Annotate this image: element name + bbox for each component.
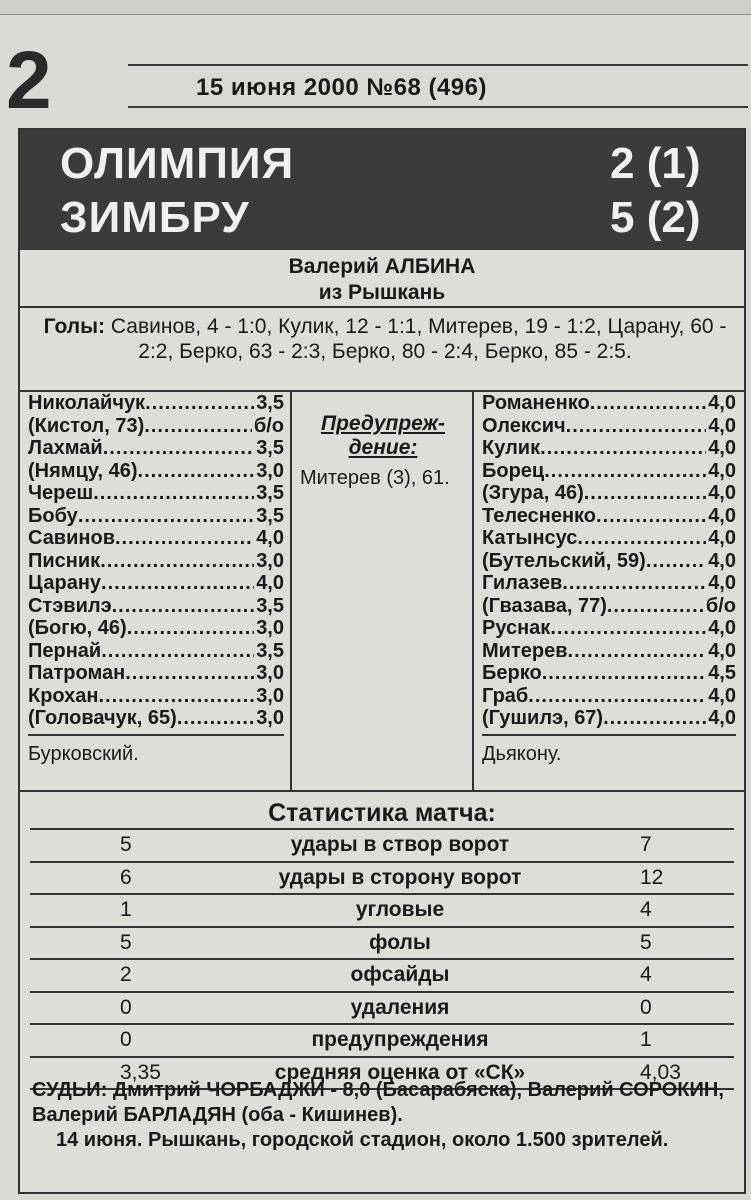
player-rating: 3,0 <box>256 684 284 707</box>
leader-dots <box>93 482 254 505</box>
player-name: Кулик <box>482 437 541 459</box>
leader-dots <box>127 617 255 640</box>
leader-dots <box>542 662 707 685</box>
home-team: ОЛИМПИЯ <box>60 139 295 188</box>
player-name: Телесненко <box>482 504 597 527</box>
stat-row <box>30 960 734 993</box>
dateline: 15 июня 2000 №68 (496) <box>196 74 487 101</box>
byline <box>20 254 744 306</box>
player-name: Бобу <box>28 504 78 527</box>
player-rating: 4,0 <box>708 549 736 572</box>
stat-home-value: 0 <box>120 995 132 1019</box>
stat-row <box>30 993 734 1026</box>
player-name: Граб <box>482 684 529 707</box>
player-row <box>28 527 284 550</box>
player-row <box>28 550 284 573</box>
player-row <box>28 572 284 595</box>
player-rating: 3,0 <box>256 662 284 684</box>
leader-dots <box>145 392 254 415</box>
warnings-text: Митерев (3), 61. <box>300 467 450 489</box>
player-name: Стэвилэ <box>28 594 112 617</box>
player-rating: 3,0 <box>256 459 284 482</box>
player-rating: 4,0 <box>708 707 736 729</box>
page-top-strip <box>0 0 751 15</box>
player-name: Савинов <box>28 527 115 549</box>
player-name: (Кистол, 73) <box>28 414 145 437</box>
player-name: (Богю, 46) <box>28 617 127 639</box>
stat-home-value: 1 <box>120 898 132 921</box>
stat-away-value: 4,03 <box>640 1060 681 1084</box>
leader-dots <box>540 437 706 460</box>
player-rating: 4,0 <box>708 482 736 504</box>
player-name: Гилазев <box>482 572 563 594</box>
player-rating: 4,0 <box>256 572 284 594</box>
player-row <box>482 572 736 595</box>
stats-table <box>30 828 734 1090</box>
player-name: Царану <box>28 572 102 594</box>
player-name: Писник <box>28 549 101 572</box>
goals-label: Голы: <box>43 315 106 338</box>
leader-dots <box>566 415 707 438</box>
stat-label: средняя оценка от «СК» <box>274 1060 526 1084</box>
player-name: (Головачук, 65) <box>28 707 177 729</box>
leader-dots <box>144 415 252 438</box>
player-row <box>28 460 284 483</box>
player-row <box>28 685 284 708</box>
stat-label: угловые <box>355 898 445 921</box>
stat-home-value: 3,35 <box>120 1060 161 1084</box>
leader-dots <box>125 662 254 685</box>
stat-label: фолы <box>369 930 431 954</box>
player-rating: 3,0 <box>256 549 284 572</box>
stat-label: предупреждения <box>311 1028 489 1051</box>
away-team: ЗИМБРУ <box>60 193 250 242</box>
player-rating: 3,0 <box>256 707 284 729</box>
player-name: Крохан <box>28 684 99 707</box>
goals-line <box>32 314 738 364</box>
player-rating: 4,0 <box>708 414 736 437</box>
leader-dots <box>562 572 706 595</box>
player-rating: 4,0 <box>708 617 736 639</box>
stat-label: удары в сторону ворот <box>278 865 522 889</box>
leader-dots <box>584 482 706 505</box>
player-rating: 4,0 <box>708 459 736 482</box>
player-name: Олексич <box>482 414 566 437</box>
player-row <box>28 662 284 685</box>
player-name: Катынсус <box>482 527 578 549</box>
author-origin: из Рышкань <box>318 281 446 304</box>
stat-away-value: 5 <box>640 930 652 954</box>
leader-dots <box>115 527 254 550</box>
stat-away-value: 0 <box>640 995 652 1019</box>
player-name: (Гвазава, 77) <box>482 594 607 617</box>
warnings-title: Предупреж-дение: <box>320 412 446 459</box>
referees: СУДЬИ: Дмитрий ЧОРБАДЖИ - 8,0 (Басарабяска), Валерий СОРОКИН, Валерий БАРЛАДЯН (оба - Кишинев). <box>32 1079 724 1126</box>
divider <box>20 790 744 792</box>
player-row <box>28 617 284 640</box>
player-name: Романенко <box>482 392 590 414</box>
leader-dots <box>138 460 255 483</box>
leader-dots <box>603 707 706 730</box>
player-rating: 3,5 <box>256 504 284 527</box>
player-name: (Згура, 46) <box>482 482 584 504</box>
player-row <box>482 527 736 550</box>
player-row <box>482 707 736 730</box>
stat-away-value: 7 <box>640 833 652 856</box>
player-row <box>482 640 736 663</box>
goals-text: Савинов, 4 - 1:0, Кулик, 12 - 1:1, Митерев, 19 - 1:2, Царану, 60 - 2:2, Берко, 63 - 2:3, Берко, 80 - 2:4, Берко, 85 - 2:5. <box>110 315 727 363</box>
stats-title: Статистика матча: <box>268 799 496 827</box>
player-rating: 4,5 <box>708 662 736 684</box>
player-rating: 3,5 <box>256 392 284 414</box>
player-row <box>482 505 736 528</box>
stat-home-value: 5 <box>120 930 132 954</box>
player-name: Лахмай <box>28 437 103 459</box>
player-row <box>482 685 736 708</box>
player-row <box>482 415 736 438</box>
player-rating: 4,0 <box>708 527 736 549</box>
player-row <box>28 392 284 415</box>
score-header <box>20 130 744 250</box>
player-row <box>482 460 736 483</box>
stat-label: офсайды <box>350 963 450 986</box>
player-rating: 3,5 <box>256 594 284 617</box>
column-divider <box>290 392 292 790</box>
header-rule-bottom <box>128 106 748 108</box>
player-name: Череш <box>28 482 94 504</box>
stat-label: удаления <box>350 995 450 1019</box>
leader-dots <box>646 550 706 573</box>
header-rule-top <box>128 64 748 66</box>
stat-home-value: 0 <box>120 1028 132 1051</box>
player-rating: 4,0 <box>708 684 736 707</box>
player-row <box>482 437 736 460</box>
player-name: Руснак <box>482 617 551 639</box>
player-name: Борец <box>482 459 545 482</box>
stat-home-value: 2 <box>120 963 132 986</box>
stat-away-value: 12 <box>640 865 664 889</box>
leader-dots <box>568 640 707 663</box>
leader-dots <box>78 505 254 528</box>
leader-dots <box>103 437 254 460</box>
player-rating: б/о <box>253 414 284 437</box>
player-row <box>482 617 736 640</box>
leader-dots <box>112 595 255 618</box>
away-coach: Дьякону. <box>482 742 562 765</box>
leader-dots <box>596 505 706 528</box>
home-lineup-column <box>28 392 284 790</box>
stat-row <box>30 1025 734 1058</box>
player-row <box>28 707 284 730</box>
lineup-underline <box>482 734 736 736</box>
leader-dots <box>590 392 706 415</box>
away-score: 5 (2) <box>610 193 701 242</box>
player-name: Берко <box>482 662 542 684</box>
player-rating: б/о <box>705 594 736 617</box>
player-rating: 3,5 <box>256 482 284 504</box>
leader-dots <box>528 685 706 708</box>
stat-row <box>30 863 734 896</box>
home-lineup <box>28 392 284 730</box>
warnings-column <box>300 392 466 810</box>
stat-home-value: 6 <box>120 865 132 889</box>
player-row <box>28 640 284 663</box>
leader-dots <box>607 595 704 618</box>
player-rating: 4,0 <box>708 437 736 459</box>
home-score: 2 (1) <box>610 139 701 188</box>
player-row <box>28 595 284 618</box>
stat-label: удары в створ ворот <box>290 833 510 856</box>
home-coach: Бурковский. <box>28 742 139 765</box>
player-rating: 3,5 <box>256 639 284 662</box>
stat-away-value: 1 <box>640 1028 652 1051</box>
column-divider <box>472 392 474 790</box>
player-row <box>28 505 284 528</box>
leader-dots <box>544 460 706 483</box>
stat-row <box>30 928 734 961</box>
player-rating: 3,5 <box>256 437 284 459</box>
page-number: 2 <box>6 35 52 126</box>
leader-dots <box>101 572 254 595</box>
player-name: (Гушилэ, 67) <box>482 707 604 729</box>
leader-dots <box>550 617 706 640</box>
player-rating: 4,0 <box>708 504 736 527</box>
stat-away-value: 4 <box>640 963 652 986</box>
stat-row <box>30 828 734 863</box>
player-name: Патроман <box>28 662 126 684</box>
player-name: Митерев <box>482 639 568 662</box>
player-row <box>482 595 736 618</box>
player-name: Пернай <box>28 639 102 662</box>
player-name: (Бутельский, 59) <box>482 549 646 572</box>
away-lineup <box>482 392 736 730</box>
leader-dots <box>98 685 254 708</box>
player-name: (Нямцу, 46) <box>28 459 138 482</box>
leader-dots <box>577 527 706 550</box>
divider <box>20 306 744 308</box>
player-name: Николайчук <box>28 392 146 414</box>
player-row <box>28 482 284 505</box>
stat-row <box>30 895 734 928</box>
leader-dots <box>101 640 254 663</box>
player-rating: 4,0 <box>708 639 736 662</box>
away-lineup-column <box>482 392 736 790</box>
leader-dots <box>177 707 254 730</box>
leader-dots <box>100 550 254 573</box>
author-name: Валерий АЛБИНА <box>288 255 476 278</box>
player-rating: 4,0 <box>256 527 284 549</box>
player-row <box>482 550 736 573</box>
player-rating: 3,0 <box>256 617 284 639</box>
stat-away-value: 4 <box>640 898 652 921</box>
match-report-box <box>18 128 746 1194</box>
player-row <box>482 482 736 505</box>
player-row <box>482 392 736 415</box>
stat-home-value: 5 <box>120 833 132 856</box>
player-rating: 4,0 <box>708 392 736 414</box>
player-row <box>28 437 284 460</box>
footer-info <box>32 1078 736 1153</box>
player-rating: 4,0 <box>708 572 736 594</box>
venue: 14 июня. Рышкань, городской стадион, около 1.500 зрителей. <box>56 1129 669 1151</box>
player-row <box>482 662 736 685</box>
player-row <box>28 415 284 438</box>
lineup-underline <box>28 734 284 736</box>
